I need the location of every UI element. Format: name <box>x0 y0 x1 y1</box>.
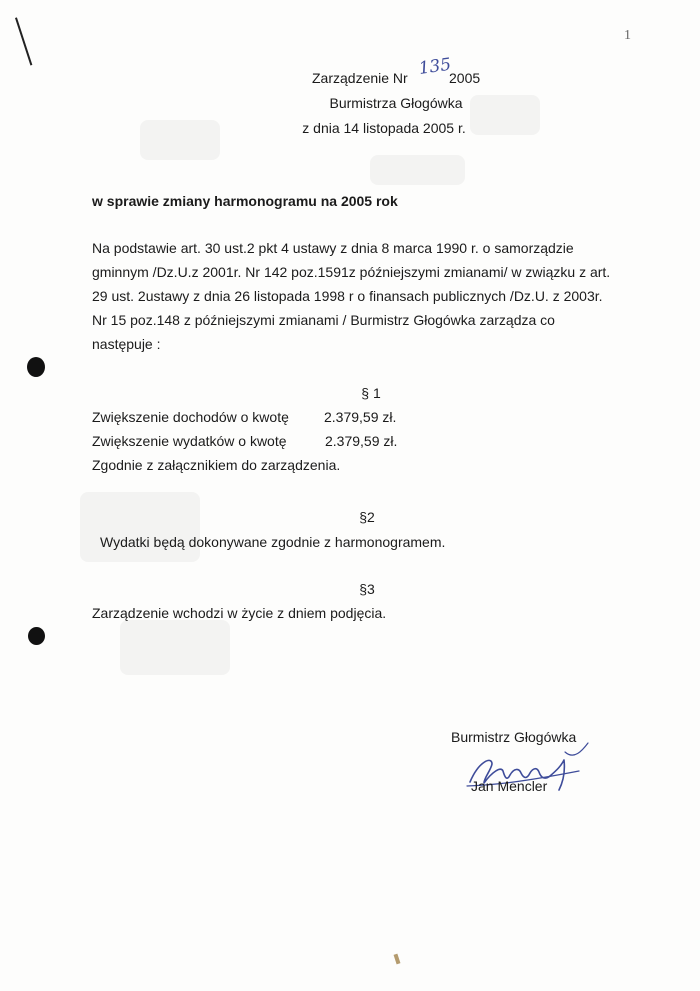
section-3-text: Zarządzenie wchodzi w życie z dniem podjęcia. <box>92 605 387 621</box>
section-1-title: § 1 <box>361 385 381 401</box>
income-value: 2.379,59 zł. <box>324 409 397 425</box>
signature-role: Burmistrz Głogówka <box>451 729 577 745</box>
paper-fleck <box>394 954 401 965</box>
section-2-text: Wydatki będą dokonywane zgodnie z harmonogramem. <box>100 534 446 550</box>
binder-hole-bottom <box>28 627 45 645</box>
background-smudge <box>470 95 540 135</box>
header-prefix: Zarządzenie Nr <box>312 70 408 86</box>
expense-value: 2.379,59 zł. <box>325 433 398 449</box>
background-smudge <box>140 120 220 160</box>
annex-reference: Zgodnie z załącznikiem do zarządzenia. <box>92 457 341 473</box>
body-line-5: następuje : <box>92 336 161 352</box>
page-number: 1 <box>624 28 631 43</box>
body-line-2: gminnym /Dz.U.z 2001r. Nr 142 poz.1591z późniejszymi zmianami/ w związku z art. <box>92 264 611 280</box>
header-line-3: z dnia 14 listopada 2005 r. <box>302 120 466 136</box>
expense-label: Zwiększenie wydatków o kwotę <box>92 433 287 449</box>
binder-hole-top <box>27 357 45 377</box>
body-line-4: Nr 15 poz.148 z późniejszymi zmianami / Burmistrz Głogówka zarządza co <box>92 312 555 328</box>
signature-name: Jan Mencler <box>471 778 548 794</box>
background-smudge <box>120 620 230 675</box>
body-line-1: Na podstawie art. 30 ust.2 pkt 4 ustawy z dnia 8 marca 1990 r. o samorządzie <box>92 240 574 256</box>
document-subject: w sprawie zmiany harmonogramu na 2005 rok <box>92 193 398 209</box>
background-smudge <box>370 155 465 185</box>
income-label: Zwiększenie dochodów o kwotę <box>92 409 289 425</box>
header-year: 2005 <box>449 70 481 86</box>
header-line-1 <box>312 54 481 86</box>
section-2-title: §2 <box>359 509 375 525</box>
scan-mark <box>15 17 32 65</box>
handwritten-order-number: 135 <box>417 54 453 79</box>
section-3-title: §3 <box>359 581 375 597</box>
header-line-2: Burmistrza Głogówka <box>329 95 463 111</box>
body-line-3: 29 ust. 2ustawy z dnia 26 listopada 1998 r o finansach publicznych /Dz.U. z 2003r. <box>92 288 603 304</box>
background-smudge <box>80 492 200 562</box>
